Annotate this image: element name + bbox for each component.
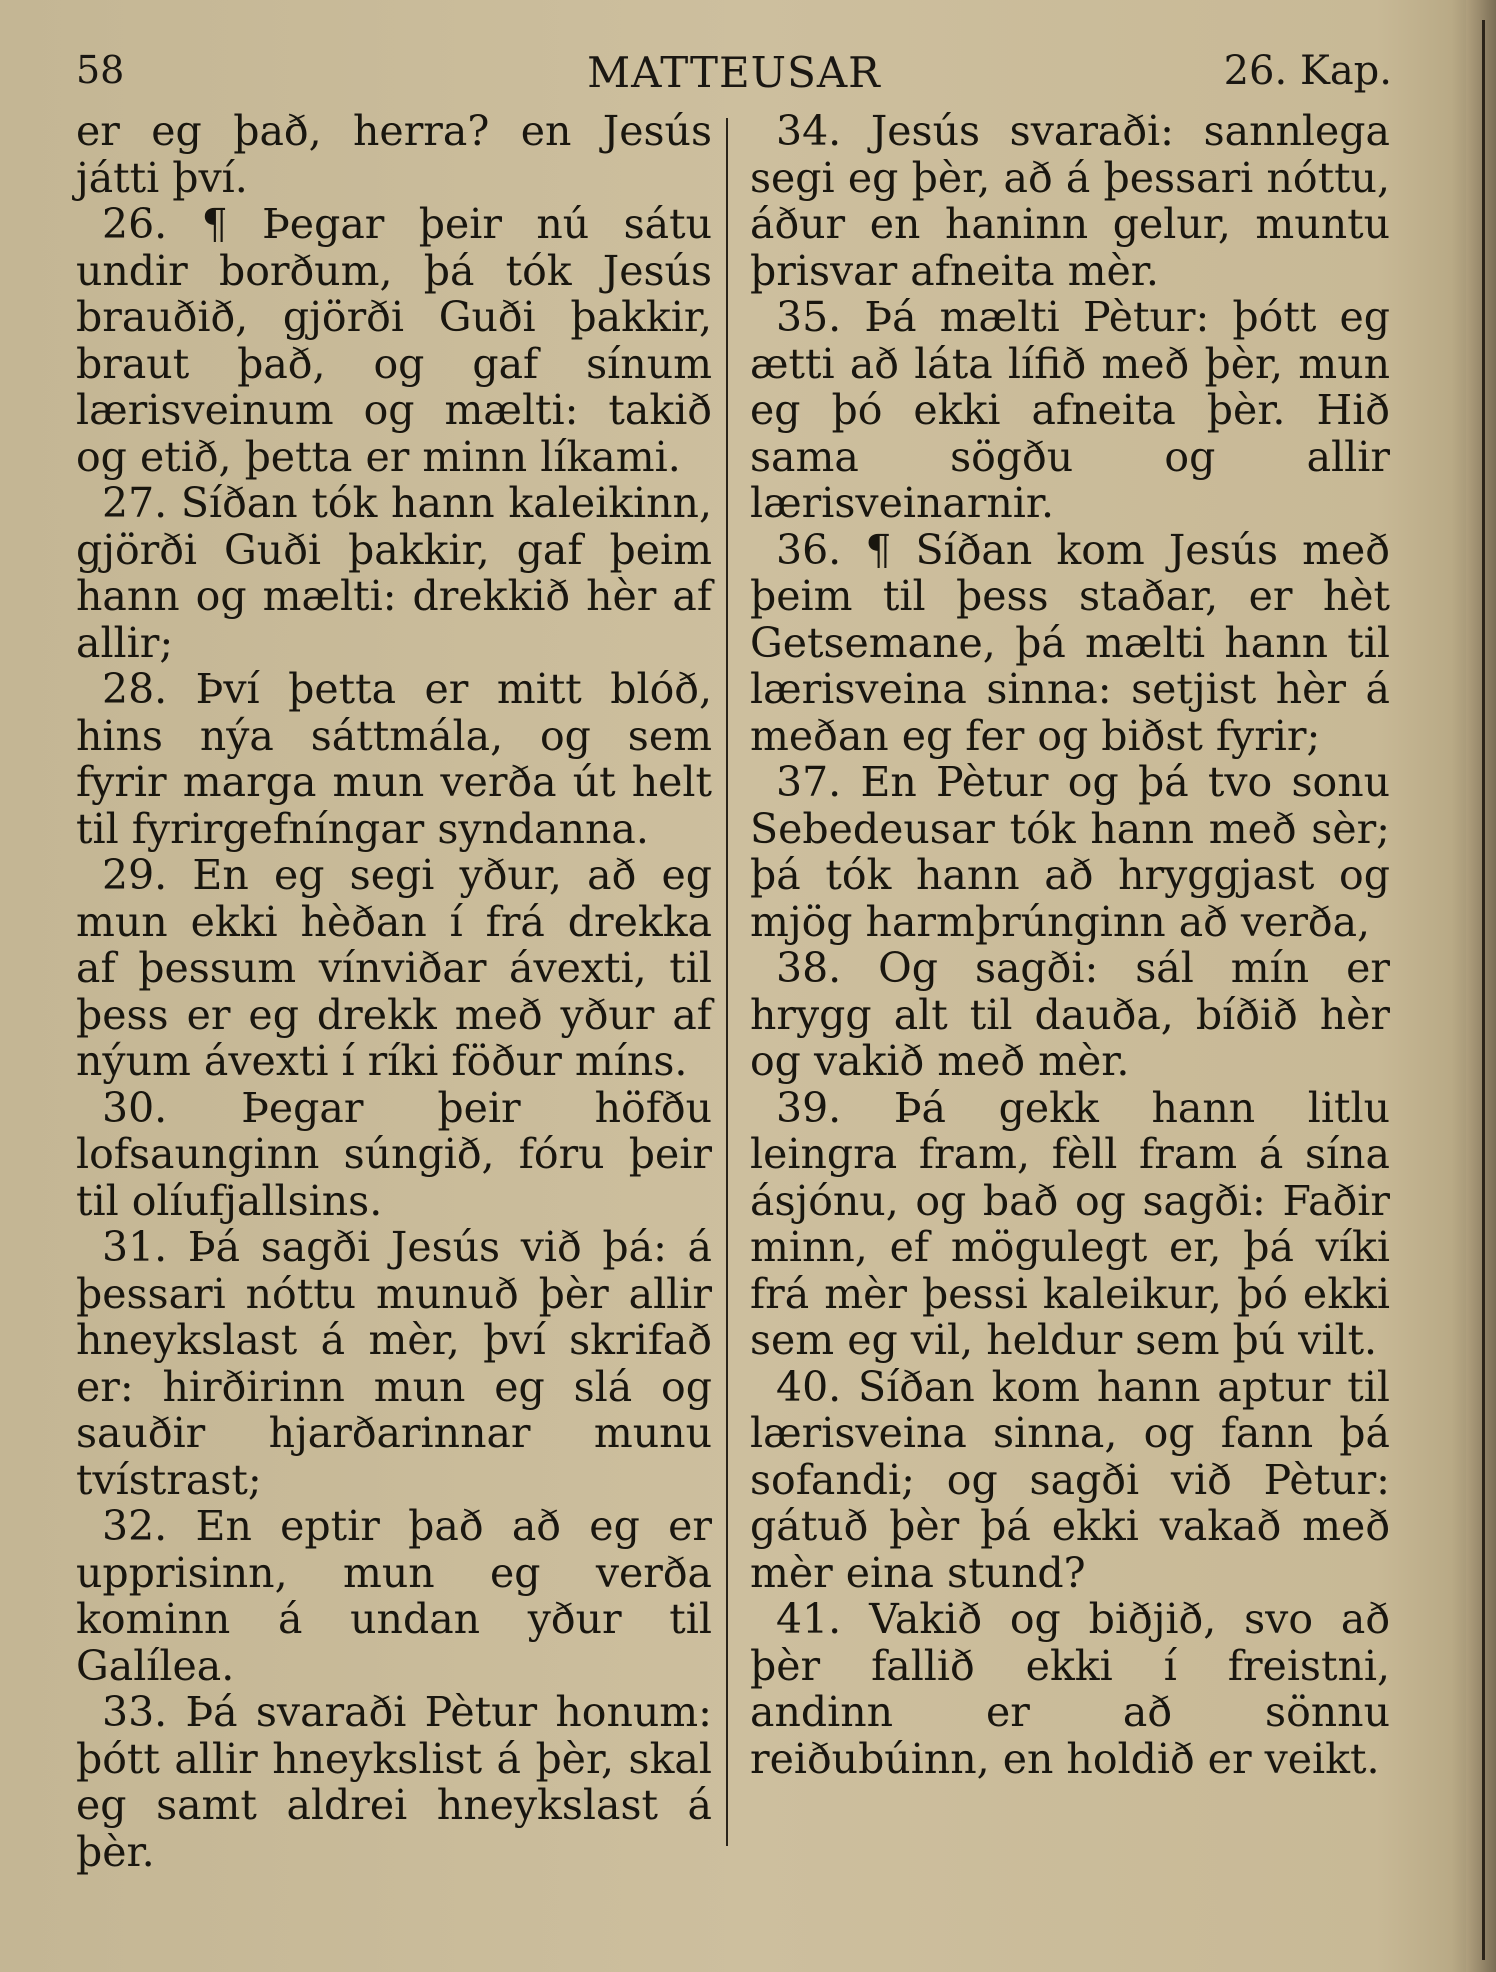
verse-paragraph: 36. ¶ Síðan kom Jesús með þeim til þess staðar, er hèt Getsemane, þá mælti hann til lærisveina sinna: setjist hèr á meðan eg fer og biðst fyrir; [750, 525, 1390, 760]
verse-paragraph: 39. Þá gekk hann litlu leingra fram, fèll fram á sína ásjónu, og bað og sagði: Faðir minn, ef mögulegt er, þá víki frá mèr þessi kaleikur, þó ekki sem eg vil, heldur sem þú vilt. [750, 1083, 1390, 1364]
verse-paragraph: 40. Síðan kom hann aptur til lærisveina sinna, og fann þá sofandi; og sagði við Pètur: gátuð þèr þá ekki vakað með mèr eina stund? [750, 1362, 1390, 1597]
right-column [750, 108, 1390, 1782]
verse-paragraph: 26. ¶ Þegar þeir nú sátu undir borðum, þá tók Jesús brauðið, gjörði Guði þakkir, braut það, og gaf sínum lærisveinum og mælti: takið og etið, þetta er minn líkami. [76, 200, 712, 481]
running-head [76, 48, 1392, 104]
verse-paragraph: 30. Þegar þeir höfðu lofsaunginn súngið, fóru þeir til olíufjallsins. [76, 1083, 712, 1225]
verse-paragraph: 34. Jesús svaraði: sannlega segi eg þèr, að á þessari nóttu, áður en haninn gelur, muntu þrisvar afneita mèr. [750, 107, 1390, 295]
column-divider [726, 118, 728, 1846]
binding-edge-line [1482, 20, 1485, 1960]
left-column [76, 108, 712, 1875]
verse-paragraph: 38. Og sagði: sál mín er hrygg alt til dauða, bíðið hèr og vakið með mèr. [750, 944, 1390, 1085]
verse-paragraph: 32. En eptir það að eg er upprisinn, mun eg verða kominn á undan yður til Galílea. [76, 1502, 712, 1690]
verse-paragraph: 29. En eg segi yður, að eg mun ekki hèðan í frá drekka af þessum vínviðar ávexti, til þess er eg drekk með yður af nýum ávexti í ríki föður míns. [76, 851, 712, 1085]
verse-paragraph: 28. Því þetta er mitt blóð, hins nýa sáttmála, og sem fyrir marga mun verða út helt til fyrirgefníngar syndanna. [76, 665, 712, 853]
book-title: MATTEUSAR [587, 48, 881, 97]
chapter-label: 26. Kap. [1223, 48, 1392, 94]
book-spine-shadow [1466, 0, 1496, 1972]
verse-paragraph: 41. Vakið og biðjið, svo að þèr fallið ekki í freistni, andinn er að sönnu reiðubúinn, en holdið er veikt. [750, 1595, 1390, 1783]
verse-paragraph: 33. Þá svaraði Pètur honum: þótt allir hneykslist á þèr, skal eg samt aldrei hneykslast á þèr. [76, 1688, 712, 1876]
verse-paragraph: 27. Síðan tók hann kaleikinn, gjörði Guði þakkir, gaf þeim hann og mælti: drekkið hèr af allir; [76, 479, 712, 667]
page-number: 58 [76, 48, 125, 92]
verse-paragraph: 35. Þá mælti Pètur: þótt eg ætti að láta lífið með þèr, mun eg þó ekki afneita þèr. Hið sama sögðu og allir lærisveinarnir. [750, 293, 1390, 527]
verse-paragraph: 37. En Pètur og þá tvo sonu Sebedeusar tók hann með sèr; þá tók hann að hryggjast og mjög harmþrúnginn að verða, [750, 758, 1390, 946]
verse-paragraph: er eg það, herra? en Jesús játti því. [76, 107, 712, 202]
verse-paragraph: 31. Þá sagði Jesús við þá: á þessari nóttu munuð þèr allir hneykslast á mèr, því skrifað er: hirðirinn mun eg slá og sauðir hjarðarinnar munu tvístrast; [76, 1223, 712, 1504]
